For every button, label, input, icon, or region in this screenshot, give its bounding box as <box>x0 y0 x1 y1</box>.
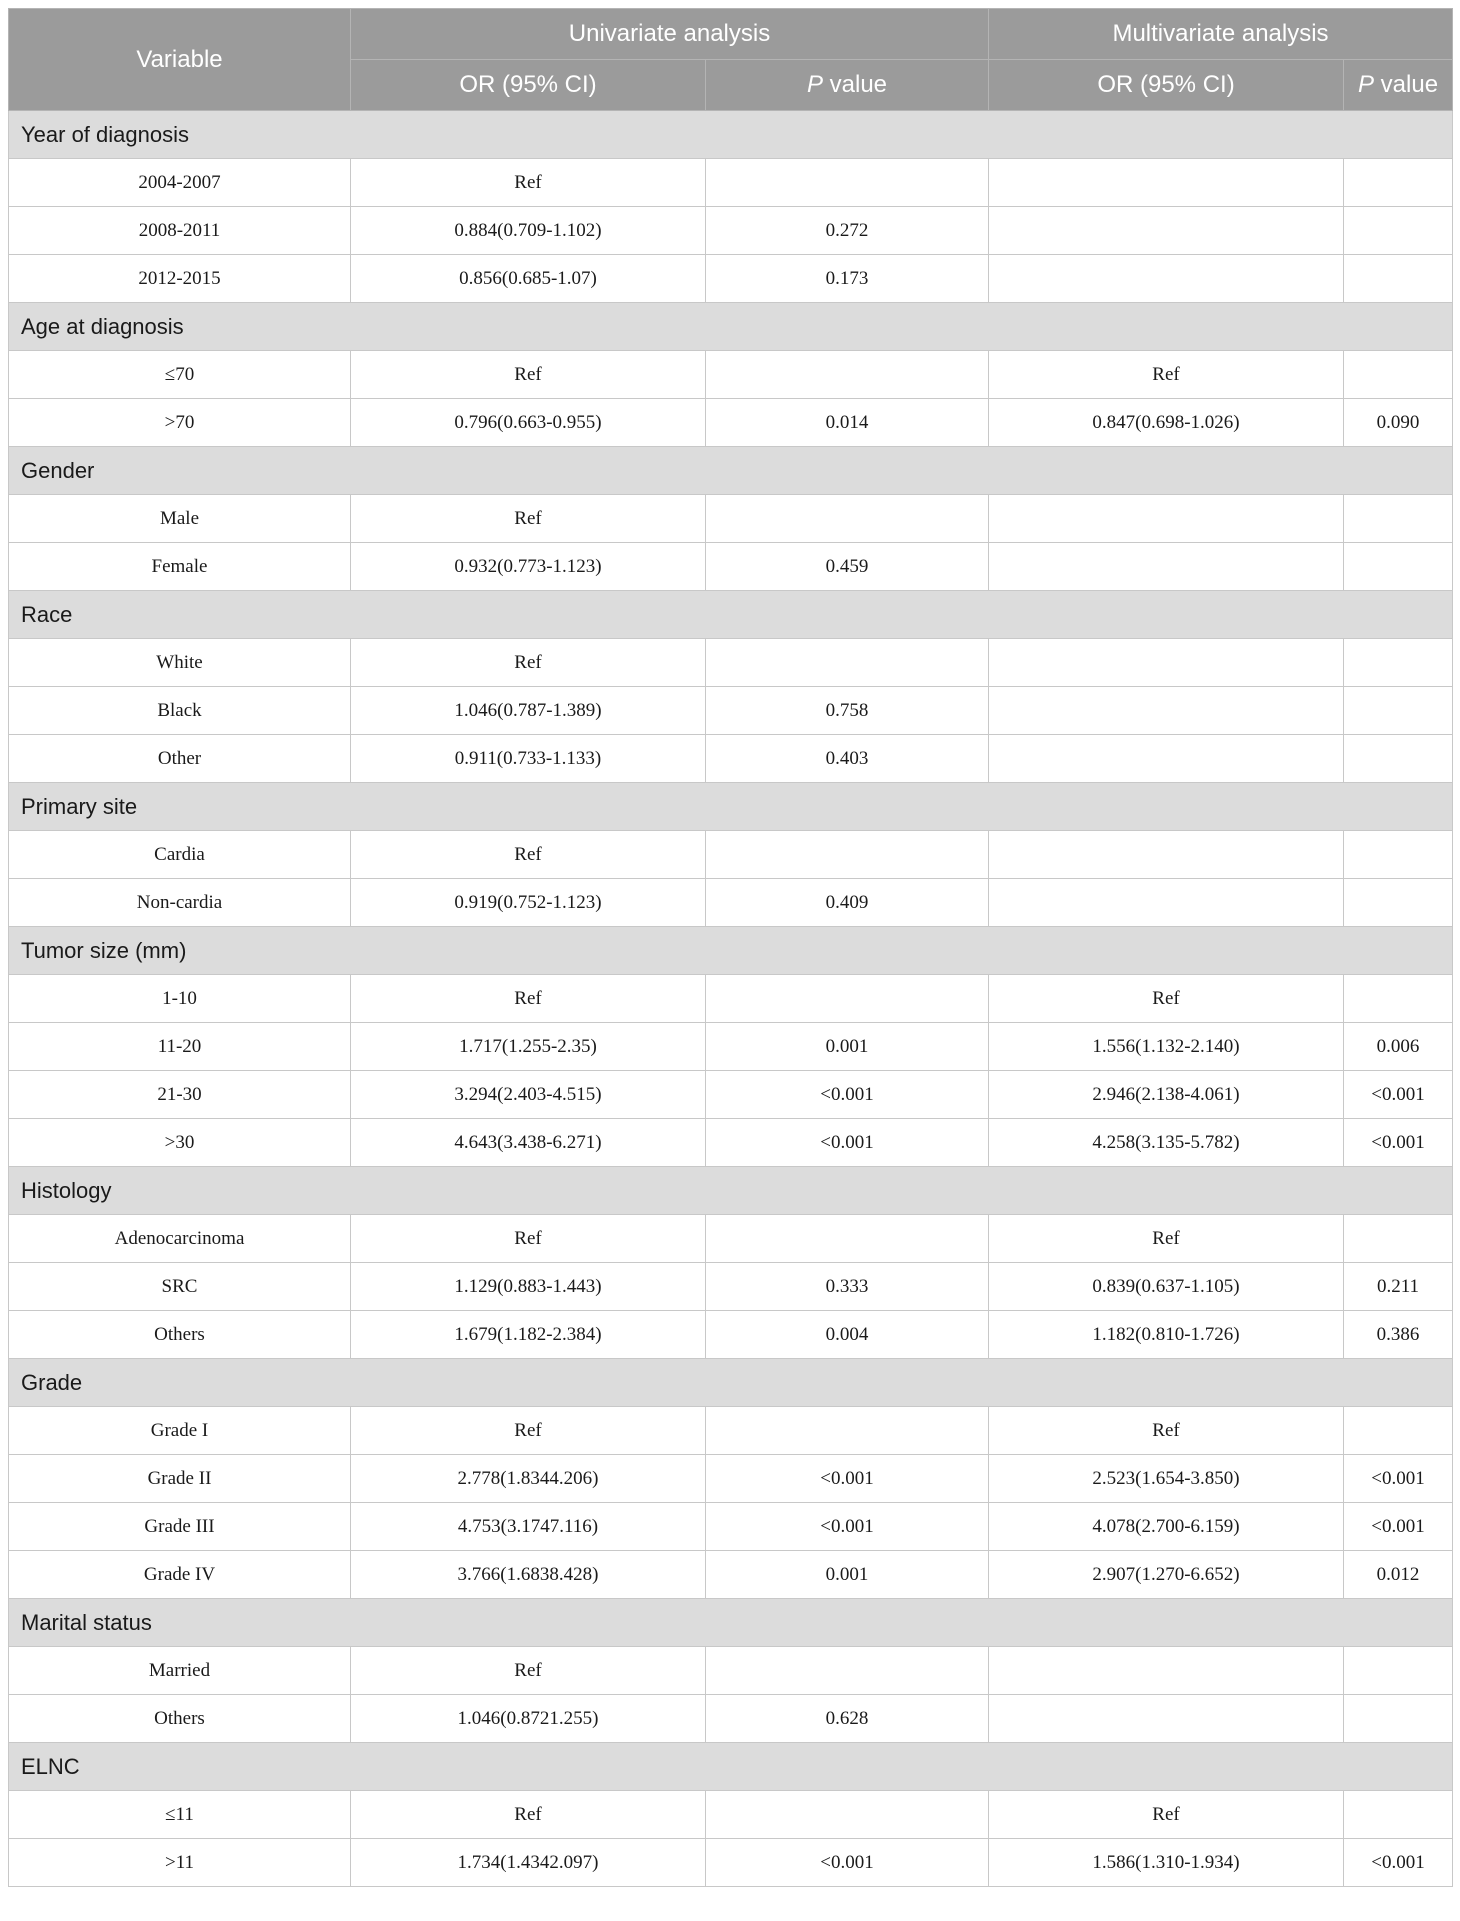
table-row <box>9 255 1453 303</box>
multivariate-or-cell: Ref <box>989 1407 1344 1455</box>
multivariate-or-cell <box>989 879 1344 927</box>
multivariate-or-cell: 4.078(2.700-6.159) <box>989 1503 1344 1551</box>
multivariate-or-cell: Ref <box>989 1215 1344 1263</box>
table-row <box>9 207 1453 255</box>
univariate-or-cell: Ref <box>351 975 706 1023</box>
header-univariate: Univariate analysis <box>351 9 989 60</box>
table-row <box>9 495 1453 543</box>
univariate-p-cell: 0.272 <box>706 207 989 255</box>
group-title: Gender <box>9 447 1453 495</box>
univariate-p-cell: <0.001 <box>706 1119 989 1167</box>
univariate-or-cell: 0.796(0.663-0.955) <box>351 399 706 447</box>
multivariate-p-cell <box>1344 1215 1453 1263</box>
multivariate-or-cell: 1.182(0.810-1.726) <box>989 1311 1344 1359</box>
p-italic: P <box>1357 71 1374 98</box>
table-row <box>9 1071 1453 1119</box>
multivariate-or-cell <box>989 639 1344 687</box>
univariate-p-cell: 0.459 <box>706 543 989 591</box>
univariate-p-cell <box>706 1647 989 1695</box>
univariate-or-cell: 1.046(0.8721.255) <box>351 1695 706 1743</box>
group-title: Age at diagnosis <box>9 303 1453 351</box>
multivariate-p-cell <box>1344 1791 1453 1839</box>
univariate-p-cell: 0.014 <box>706 399 989 447</box>
univariate-or-cell: 0.932(0.773-1.123) <box>351 543 706 591</box>
table-header <box>9 9 1453 111</box>
univariate-p-cell: <0.001 <box>706 1503 989 1551</box>
multivariate-or-cell <box>989 495 1344 543</box>
univariate-or-cell: Ref <box>351 639 706 687</box>
multivariate-p-cell: 0.006 <box>1344 1023 1453 1071</box>
group-row <box>9 303 1453 351</box>
univariate-or-cell: 1.679(1.182-2.384) <box>351 1311 706 1359</box>
table-row <box>9 1791 1453 1839</box>
univariate-or-cell: 1.717(1.255-2.35) <box>351 1023 706 1071</box>
group-row <box>9 1599 1453 1647</box>
variable-cell: >30 <box>9 1119 351 1167</box>
multivariate-or-cell: Ref <box>989 1791 1344 1839</box>
univariate-p-cell: <0.001 <box>706 1839 989 1887</box>
table-row <box>9 1503 1453 1551</box>
multivariate-or-cell <box>989 1695 1344 1743</box>
multivariate-or-cell: 1.586(1.310-1.934) <box>989 1839 1344 1887</box>
variable-cell: 1-10 <box>9 975 351 1023</box>
univariate-p-cell <box>706 1791 989 1839</box>
variable-cell: Grade I <box>9 1407 351 1455</box>
table-row <box>9 1215 1453 1263</box>
p-italic: P <box>806 71 823 98</box>
univariate-p-cell <box>706 975 989 1023</box>
table-row <box>9 1119 1453 1167</box>
univariate-or-cell: Ref <box>351 1791 706 1839</box>
table-row <box>9 975 1453 1023</box>
variable-cell: ≤11 <box>9 1791 351 1839</box>
table-row <box>9 399 1453 447</box>
multivariate-or-cell: Ref <box>989 351 1344 399</box>
variable-cell: Grade III <box>9 1503 351 1551</box>
univariate-or-cell: Ref <box>351 1407 706 1455</box>
group-row <box>9 1167 1453 1215</box>
table-row <box>9 543 1453 591</box>
multivariate-p-cell <box>1344 543 1453 591</box>
univariate-p-cell: 0.004 <box>706 1311 989 1359</box>
group-title: Marital status <box>9 1599 1453 1647</box>
multivariate-p-cell: 0.012 <box>1344 1551 1453 1599</box>
multivariate-or-cell <box>989 543 1344 591</box>
multivariate-or-cell: 1.556(1.132-2.140) <box>989 1023 1344 1071</box>
multivariate-p-cell <box>1344 495 1453 543</box>
table-row <box>9 1407 1453 1455</box>
multivariate-or-cell: 2.523(1.654-3.850) <box>989 1455 1344 1503</box>
univariate-or-cell: 4.643(3.438-6.271) <box>351 1119 706 1167</box>
table-row <box>9 1455 1453 1503</box>
table-row <box>9 1647 1453 1695</box>
multivariate-or-cell: 2.946(2.138-4.061) <box>989 1071 1344 1119</box>
univariate-or-cell: Ref <box>351 351 706 399</box>
multivariate-or-cell <box>989 687 1344 735</box>
univariate-or-cell: 1.734(1.4342.097) <box>351 1839 706 1887</box>
group-row <box>9 1359 1453 1407</box>
univariate-or-cell: Ref <box>351 831 706 879</box>
group-title: Race <box>9 591 1453 639</box>
group-title: Tumor size (mm) <box>9 927 1453 975</box>
univariate-p-cell: 0.001 <box>706 1551 989 1599</box>
variable-cell: 2012-2015 <box>9 255 351 303</box>
multivariate-p-cell <box>1344 879 1453 927</box>
table-body <box>9 111 1453 1887</box>
variable-cell: Grade II <box>9 1455 351 1503</box>
multivariate-p-cell <box>1344 639 1453 687</box>
variable-cell: Cardia <box>9 831 351 879</box>
univariate-or-cell: Ref <box>351 1647 706 1695</box>
multivariate-p-cell: 0.386 <box>1344 1311 1453 1359</box>
multivariate-p-cell <box>1344 351 1453 399</box>
group-title: Histology <box>9 1167 1453 1215</box>
univariate-p-cell <box>706 495 989 543</box>
multivariate-or-cell: Ref <box>989 975 1344 1023</box>
variable-cell: Others <box>9 1695 351 1743</box>
univariate-p-cell <box>706 1407 989 1455</box>
univariate-or-cell: 3.766(1.6838.428) <box>351 1551 706 1599</box>
variable-cell: White <box>9 639 351 687</box>
variable-cell: ≤70 <box>9 351 351 399</box>
variable-cell: Adenocarcinoma <box>9 1215 351 1263</box>
variable-cell: Grade IV <box>9 1551 351 1599</box>
univariate-or-cell: 3.294(2.403-4.515) <box>351 1071 706 1119</box>
p-rest: value <box>822 71 888 98</box>
variable-cell: >11 <box>9 1839 351 1887</box>
multivariate-p-cell <box>1344 1407 1453 1455</box>
univariate-or-cell: 0.884(0.709-1.102) <box>351 207 706 255</box>
group-row <box>9 111 1453 159</box>
multivariate-p-cell <box>1344 1695 1453 1743</box>
header-multivariate-p <box>1344 60 1453 111</box>
univariate-or-cell: 4.753(3.1747.116) <box>351 1503 706 1551</box>
univariate-or-cell: Ref <box>351 1215 706 1263</box>
multivariate-or-cell <box>989 255 1344 303</box>
multivariate-p-cell <box>1344 831 1453 879</box>
table-row <box>9 351 1453 399</box>
multivariate-or-cell: 2.907(1.270-6.652) <box>989 1551 1344 1599</box>
variable-cell: Female <box>9 543 351 591</box>
univariate-p-cell: 0.409 <box>706 879 989 927</box>
variable-cell: >70 <box>9 399 351 447</box>
univariate-p-cell <box>706 1215 989 1263</box>
table-row <box>9 687 1453 735</box>
univariate-p-cell: <0.001 <box>706 1071 989 1119</box>
table-row <box>9 1311 1453 1359</box>
variable-cell: Others <box>9 1311 351 1359</box>
univariate-or-cell: 0.919(0.752-1.123) <box>351 879 706 927</box>
multivariate-p-cell <box>1344 207 1453 255</box>
univariate-or-cell: 0.911(0.733-1.133) <box>351 735 706 783</box>
variable-cell: Married <box>9 1647 351 1695</box>
group-title: ELNC <box>9 1743 1453 1791</box>
multivariate-or-cell: 0.839(0.637-1.105) <box>989 1263 1344 1311</box>
table-row <box>9 735 1453 783</box>
multivariate-p-cell <box>1344 735 1453 783</box>
variable-cell: Other <box>9 735 351 783</box>
table-row <box>9 1839 1453 1887</box>
variable-cell: 21-30 <box>9 1071 351 1119</box>
table-row <box>9 1023 1453 1071</box>
header-multivariate-or: OR (95% CI) <box>989 60 1344 111</box>
multivariate-or-cell <box>989 207 1344 255</box>
univariate-p-cell: 0.403 <box>706 735 989 783</box>
multivariate-or-cell: 4.258(3.135-5.782) <box>989 1119 1344 1167</box>
table-row <box>9 1551 1453 1599</box>
univariate-p-cell: 0.173 <box>706 255 989 303</box>
group-row <box>9 1743 1453 1791</box>
univariate-p-cell <box>706 831 989 879</box>
univariate-or-cell: 2.778(1.8344.206) <box>351 1455 706 1503</box>
univariate-or-cell: Ref <box>351 495 706 543</box>
multivariate-p-cell: <0.001 <box>1344 1119 1453 1167</box>
regression-table <box>8 8 1453 1887</box>
univariate-p-cell: 0.001 <box>706 1023 989 1071</box>
multivariate-p-cell: <0.001 <box>1344 1071 1453 1119</box>
univariate-p-cell: 0.628 <box>706 1695 989 1743</box>
variable-cell: Black <box>9 687 351 735</box>
group-title: Grade <box>9 1359 1453 1407</box>
variable-cell: Non-cardia <box>9 879 351 927</box>
group-row <box>9 591 1453 639</box>
header-multivariate: Multivariate analysis <box>989 9 1453 60</box>
multivariate-or-cell <box>989 831 1344 879</box>
group-row <box>9 447 1453 495</box>
header-univariate-p <box>706 60 989 111</box>
multivariate-p-cell <box>1344 159 1453 207</box>
univariate-or-cell: 1.046(0.787-1.389) <box>351 687 706 735</box>
variable-cell: SRC <box>9 1263 351 1311</box>
multivariate-p-cell: 0.211 <box>1344 1263 1453 1311</box>
group-row <box>9 783 1453 831</box>
table-row <box>9 1695 1453 1743</box>
multivariate-p-cell: 0.090 <box>1344 399 1453 447</box>
univariate-p-cell: 0.333 <box>706 1263 989 1311</box>
univariate-p-cell <box>706 639 989 687</box>
table-row <box>9 831 1453 879</box>
univariate-p-cell: 0.758 <box>706 687 989 735</box>
group-title: Primary site <box>9 783 1453 831</box>
multivariate-p-cell: <0.001 <box>1344 1839 1453 1887</box>
multivariate-or-cell <box>989 1647 1344 1695</box>
table-row <box>9 159 1453 207</box>
table-row <box>9 639 1453 687</box>
univariate-or-cell: 0.856(0.685-1.07) <box>351 255 706 303</box>
multivariate-p-cell <box>1344 975 1453 1023</box>
header-variable: Variable <box>9 9 351 111</box>
variable-cell: 2008-2011 <box>9 207 351 255</box>
table-row <box>9 1263 1453 1311</box>
group-row <box>9 927 1453 975</box>
univariate-or-cell: 1.129(0.883-1.443) <box>351 1263 706 1311</box>
univariate-p-cell <box>706 351 989 399</box>
univariate-or-cell: Ref <box>351 159 706 207</box>
variable-cell: 2004-2007 <box>9 159 351 207</box>
group-title: Year of diagnosis <box>9 111 1453 159</box>
variable-cell: Male <box>9 495 351 543</box>
univariate-p-cell: <0.001 <box>706 1455 989 1503</box>
multivariate-or-cell: 0.847(0.698-1.026) <box>989 399 1344 447</box>
multivariate-or-cell <box>989 735 1344 783</box>
multivariate-p-cell <box>1344 255 1453 303</box>
multivariate-p-cell <box>1344 687 1453 735</box>
multivariate-p-cell: <0.001 <box>1344 1455 1453 1503</box>
table-row <box>9 879 1453 927</box>
multivariate-p-cell: <0.001 <box>1344 1503 1453 1551</box>
multivariate-or-cell <box>989 159 1344 207</box>
multivariate-p-cell <box>1344 1647 1453 1695</box>
variable-cell: 11-20 <box>9 1023 351 1071</box>
header-univariate-or: OR (95% CI) <box>351 60 706 111</box>
univariate-p-cell <box>706 159 989 207</box>
p-rest: value <box>1374 71 1439 98</box>
